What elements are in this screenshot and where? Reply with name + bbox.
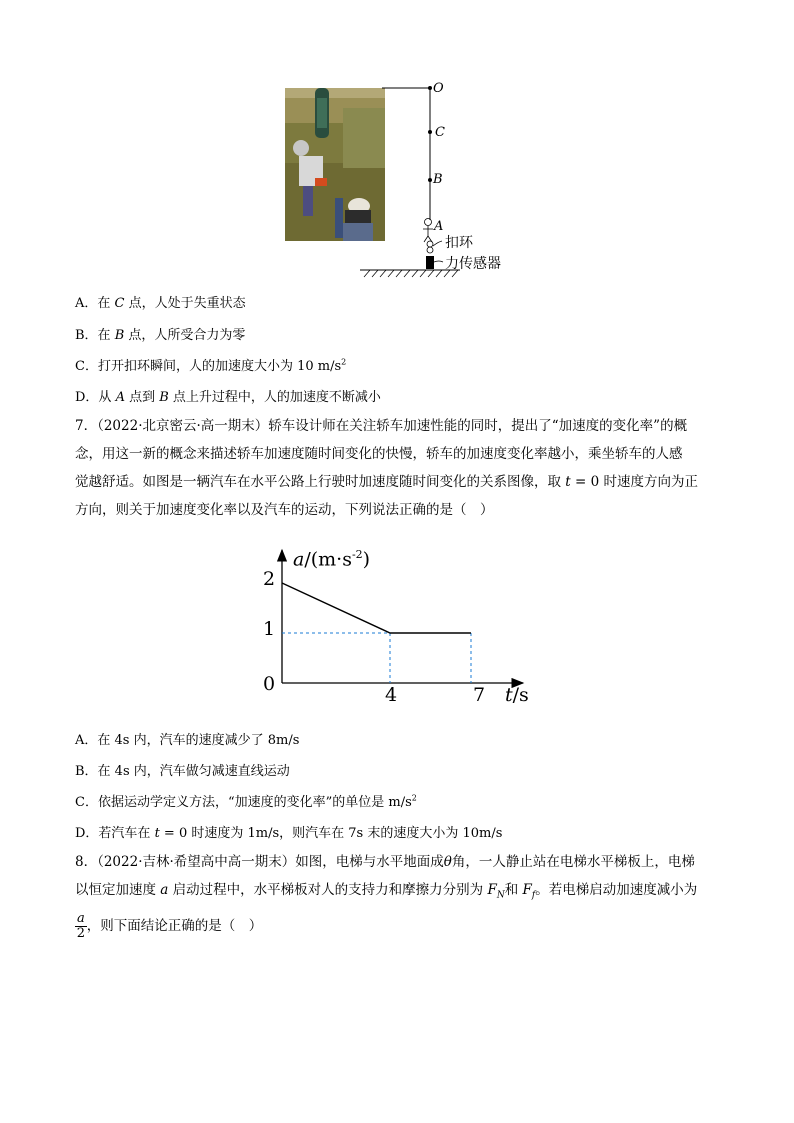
point-label-a: A [434, 219, 444, 234]
chart-plot [255, 545, 545, 715]
x-tick-4: 4 [385, 684, 398, 706]
x-tick-7: 7 [473, 684, 486, 706]
q7-option-a[interactable]: A．在 4s 内，汽车的速度减少了 8m/s [75, 733, 300, 748]
point-label-b: B [433, 172, 443, 187]
y-tick-1: 1 [263, 618, 276, 640]
q6-option-d[interactable]: D．从 A 点到 B 点上升过程中，人的加速度不断减小 [75, 390, 381, 405]
q7-line-4: 方向，则关于加速度变化率以及汽车的运动，下列说法正确的是（ ） [75, 502, 494, 518]
q7-option-d[interactable]: D．若汽车在 t = 0 时速度为 1m/s，则汽车在 7s 末的速度大小为 10m/s [75, 826, 503, 841]
origin-label: 0 [263, 673, 276, 695]
q6-option-a[interactable]: A．在 C 点，人处于失重状态 [75, 296, 246, 311]
q6-option-b[interactable]: B．在 B 点，人所受合力为零 [75, 328, 246, 343]
x-axis-label: t/s [505, 684, 529, 706]
point-label-o: O [433, 81, 444, 96]
y-tick-2: 2 [263, 568, 276, 590]
y-axis-label: $a/(m\cdot s^{-2})$ [293, 548, 371, 571]
buckle-label: 扣环 [445, 235, 473, 251]
q8-line-2: 以恒定加速度 a 启动过程中，水平梯板对人的支持力和摩擦力分别为 $F_N$和 $F_f$。若电梯启动加速度减小为 [75, 882, 698, 901]
q7-line-1: 7．（2022·北京密云·高一期末）轿车设计师在关注轿车加速性能的同时，提出了“加速度的变化率”的概 [75, 418, 688, 434]
q7-option-b[interactable]: B．在 4s 内，汽车做匀减速直线运动 [75, 764, 290, 779]
sensor-label: 力传感器 [445, 256, 501, 272]
q8-line-3: $\frac{a}{2}$ ，则下面结论正确的是（ ） [76, 910, 263, 941]
acceleration-time-chart [255, 545, 545, 715]
fraction-a-over-2: $\frac{a}{2}$ [76, 910, 86, 941]
question-8-stem [75, 848, 725, 941]
q7-option-c[interactable]: C．依据运动学定义方法，“加速度的变化率”的单位是 $m/s^2$ [75, 793, 417, 810]
acceleration-series-line [282, 583, 471, 633]
point-label-c: C [435, 125, 445, 140]
bungee-figure [280, 80, 520, 280]
q8-line-1: 8．（2022·吉林·希望高中高一期末）如图，电梯与水平地面成θ角，一人静止站在电梯水平梯板上，电梯 [75, 854, 695, 870]
q7-line-2: 念，用这一新的概念来描述轿车加速度随时间变化的快慢，轿车的加速度变化率越小，乘坐轿车的人感 [75, 446, 683, 462]
q7-line-3: 觉越舒适。如图是一辆汽车在水平公路上行驶时加速度随时间变化的关系图像，取 t = 0 时速度方向为正 [75, 474, 699, 490]
q6-option-c[interactable]: C．打开扣环瞬间，人的加速度大小为 10 $m/s^2$ [75, 357, 347, 374]
question-7-stem [75, 412, 725, 524]
